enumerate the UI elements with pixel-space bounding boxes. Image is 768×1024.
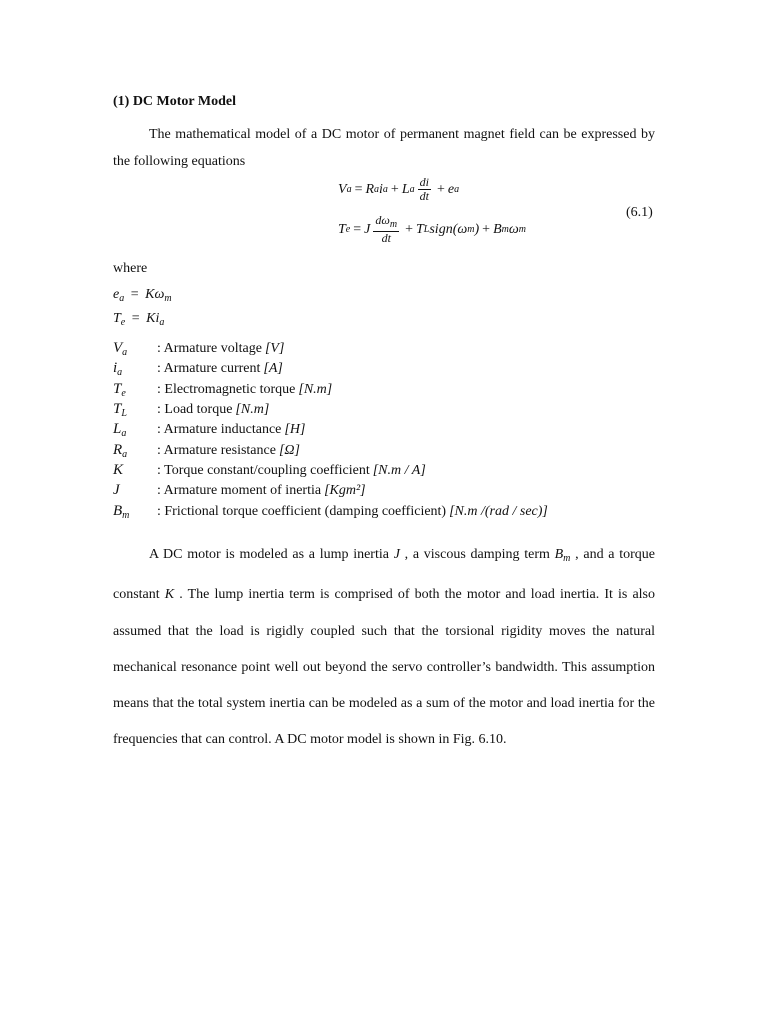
domega-dt-fraction: $\frac{d\omega_m}{dt}$	[375, 213, 398, 245]
torque-equation: T e = J $\frac{d\omega_m}{dt}$ + T L sign(ω m ) + B m ω m	[338, 213, 526, 245]
intro-paragraph: The mathematical model of a DC motor of permanent magnet field can be expressed by the following equations	[113, 127, 655, 169]
torque-definition: $T_e = Ki_a$	[113, 311, 165, 328]
di-dt-fraction: $\frac{di}{dt}$	[419, 175, 429, 203]
equation-block	[338, 176, 658, 252]
list-item: K : Torque constant/coupling coefficient [N.m / A]	[113, 461, 426, 478]
list-item: $B_m$ : Frictional torque coefficient (damping coefficient) [N.m /(rad / sec)]	[113, 502, 548, 521]
list-item: $T_L$ : Load torque [N.m]	[113, 401, 270, 420]
voltage-equation: V a = R a i a + L a $\frac{di}{dt}$ + e a	[338, 175, 460, 203]
list-item: $L_a$ : Armature inductance [H]	[113, 421, 306, 440]
section-heading: (1) DC Motor Model	[113, 94, 236, 109]
variable-list	[113, 339, 548, 522]
list-item: $i_a$ : Armature current [A]	[113, 360, 283, 379]
list-item: $R_a$ : Armature resistance [Ω]	[113, 441, 300, 460]
list-item: $V_a$ : Armature voltage [V]	[113, 340, 285, 359]
list-item: J : Armature moment of inertia [Kgm²]	[113, 482, 366, 499]
body-paragraph: A DC motor is modeled as a lump inertia J , a viscous damping term $B_m$ , and a torque constant K . The lump inertia term is comprised of both the motor and load inertia. It is also assumed that the load is rigidly coupled such that the torsional rigidity moves the natural mechanical resonance point well out beyond the servo controller’s bandwidth. This assumption means that the total system inertia can be modeled as a sum of the motor and load inertia for the frequencies that can control. A DC motor model is shown in Fig. 6.10.	[113, 547, 656, 748]
back-emf-definition: $e_a = K\omega_m$	[113, 287, 172, 304]
where-label: where	[113, 261, 148, 276]
list-item: $T_e$ : Electromagnetic torque [N.m]	[113, 380, 333, 399]
equation-number: (6.1)	[626, 205, 653, 220]
